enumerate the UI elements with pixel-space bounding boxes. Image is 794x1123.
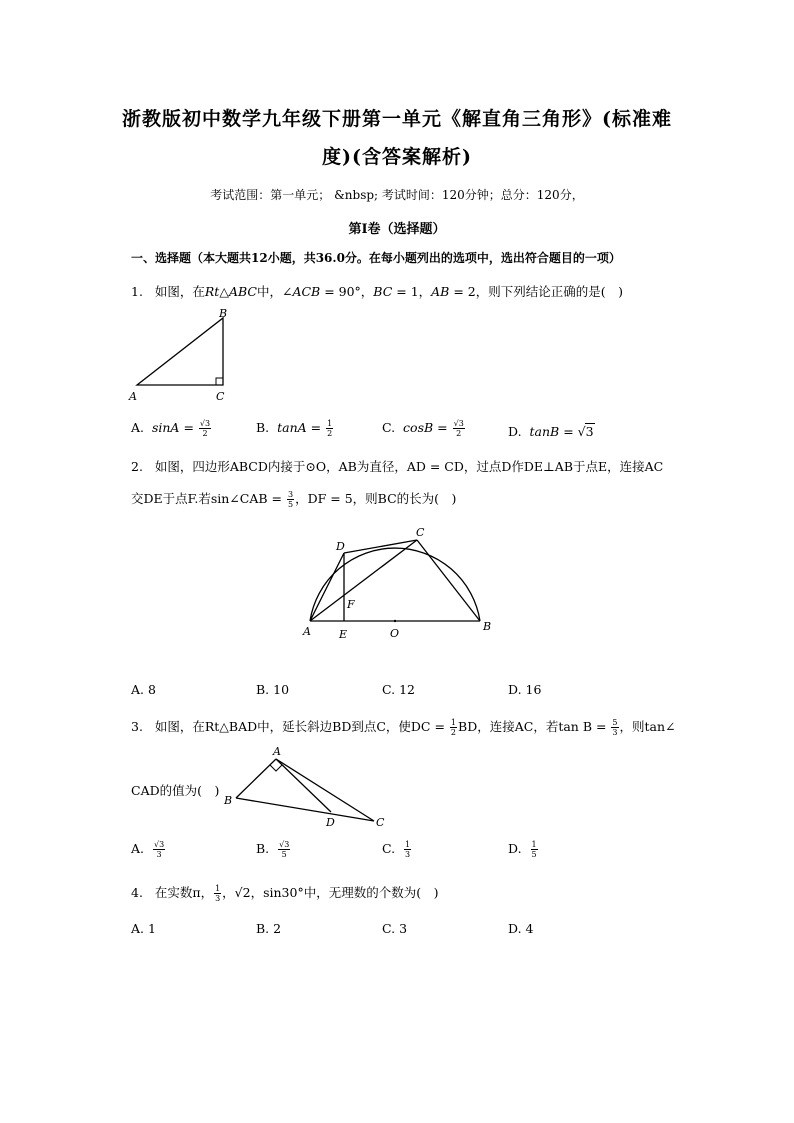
q1-text-mid: 中，∠ bbox=[256, 284, 293, 299]
q2-option-d[interactable]: D. 16 bbox=[508, 682, 542, 697]
frac-num: 1 bbox=[531, 840, 537, 849]
q3-option-b[interactable] bbox=[256, 840, 291, 859]
frac-den: 5 bbox=[281, 850, 287, 859]
page-title-line-1: 浙教版初中数学九年级下册第一单元《解直角三角形》(标准难 bbox=[122, 108, 672, 130]
option-label: B. bbox=[256, 841, 270, 856]
q3-text-mid: BD，连接AC，若tan B = bbox=[458, 719, 611, 734]
option-eq: = bbox=[306, 420, 326, 435]
q3-option-c[interactable] bbox=[382, 840, 412, 859]
q4-option-a[interactable]: A. 1 bbox=[131, 921, 156, 936]
frac-num: √3 bbox=[153, 840, 165, 849]
option-label: D. bbox=[508, 424, 522, 439]
label-c: C bbox=[376, 816, 385, 829]
label-e: E bbox=[339, 628, 348, 641]
label-b: B bbox=[219, 307, 228, 320]
segment-ad bbox=[310, 553, 344, 621]
q1-ab: AB bbox=[431, 284, 450, 299]
frac-den: 5 bbox=[287, 500, 294, 509]
label-c: C bbox=[216, 390, 225, 403]
q1-option-c[interactable] bbox=[382, 419, 466, 438]
q3-option-a[interactable] bbox=[131, 840, 166, 859]
q1-eq3: = 2，则下列结论正确的是( ) bbox=[449, 284, 624, 299]
option-fn: cosB bbox=[403, 420, 434, 435]
frac-den: 2 bbox=[202, 429, 208, 438]
q4-option-c[interactable]: C. 3 bbox=[382, 921, 408, 936]
q2-text-post: ，DF = 5，则BC的长为( ) bbox=[295, 491, 457, 506]
segment-dc bbox=[344, 540, 417, 553]
q3-text-post: ，则tan∠ bbox=[619, 719, 676, 734]
label-b: B bbox=[483, 620, 492, 633]
segment-ab bbox=[236, 759, 276, 798]
frac-num: 3 bbox=[287, 490, 294, 499]
frac-den: 3 bbox=[612, 728, 618, 737]
semicircle bbox=[310, 548, 480, 621]
frac-den: 2 bbox=[327, 429, 333, 438]
right-angle-mark bbox=[270, 765, 282, 771]
q2-option-c[interactable]: C. 12 bbox=[382, 682, 415, 697]
segment-bc bbox=[236, 798, 374, 821]
question-4-stem bbox=[131, 883, 438, 903]
label-o: O bbox=[390, 627, 400, 640]
page-title-line-2: 度)(含答案解析) bbox=[322, 146, 472, 168]
fraction bbox=[199, 419, 211, 438]
q1-abc: ABC bbox=[228, 284, 257, 299]
fraction bbox=[450, 718, 457, 737]
fraction bbox=[278, 840, 290, 859]
question-1-stem bbox=[131, 282, 623, 300]
label-a: A bbox=[129, 390, 137, 403]
q1-eq1: = 90°， bbox=[320, 284, 374, 299]
q3-option-d[interactable] bbox=[508, 840, 539, 859]
frac-num: √3 bbox=[279, 840, 290, 849]
section-instruction: 一、选择题（本大题共12小题，共36.0分。在每小题列出的选项中，选出符合题目的一项） bbox=[131, 251, 621, 265]
option-eq: = bbox=[433, 420, 452, 435]
frac-den: 3 bbox=[156, 850, 162, 859]
segment-ac bbox=[310, 540, 417, 621]
option-label: C. bbox=[382, 841, 396, 856]
triangle-abc bbox=[137, 318, 223, 385]
fraction bbox=[214, 884, 221, 903]
radicand: 3 bbox=[585, 424, 594, 439]
frac-den: 2 bbox=[450, 728, 457, 737]
fraction bbox=[453, 419, 465, 438]
q1-text-pre: 如图，在 bbox=[154, 284, 205, 299]
label-a: A bbox=[303, 625, 311, 638]
question-2-stem-line-2 bbox=[131, 489, 456, 509]
q1-option-a[interactable] bbox=[131, 419, 212, 438]
q2-option-a[interactable]: A. 8 bbox=[131, 682, 156, 697]
question-2-figure bbox=[300, 520, 500, 645]
frac-den: 2 bbox=[456, 429, 462, 438]
exam-meta: 考试范围：第一单元； &nbsp; 考试时间：120分钟；总分：120分， bbox=[210, 188, 584, 202]
q4-option-b[interactable]: B. 2 bbox=[256, 921, 282, 936]
question-2-number: 2. bbox=[131, 459, 143, 474]
q1-option-d[interactable] bbox=[508, 423, 595, 439]
label-a: A bbox=[273, 745, 281, 758]
frac-den: 5 bbox=[531, 850, 537, 859]
option-label: A. bbox=[131, 841, 145, 856]
frac-num: 1 bbox=[327, 419, 333, 428]
label-d: D bbox=[326, 816, 335, 829]
section-heading: 第I卷（选择题） bbox=[348, 222, 446, 237]
segment-ac bbox=[276, 759, 374, 821]
frac-num: 1 bbox=[405, 840, 411, 849]
option-fn: tanB bbox=[529, 424, 560, 439]
frac-den: 3 bbox=[405, 850, 411, 859]
fraction bbox=[287, 490, 294, 509]
center-o bbox=[394, 620, 396, 622]
fraction bbox=[611, 718, 618, 737]
question-4-number: 4. bbox=[131, 885, 143, 900]
segment-cb bbox=[417, 540, 480, 621]
q1-option-b[interactable] bbox=[256, 419, 334, 438]
question-3-number: 3. bbox=[131, 719, 143, 734]
option-eq: = bbox=[179, 420, 198, 435]
question-2-stem-line-1 bbox=[131, 457, 663, 475]
q1-acb: ACB bbox=[292, 284, 321, 299]
frac-num: 5 bbox=[612, 718, 618, 727]
label-b: B bbox=[224, 794, 233, 807]
option-label: A. bbox=[131, 420, 145, 435]
option-fn: sinA bbox=[151, 420, 180, 435]
option-label: C. bbox=[382, 420, 396, 435]
fraction bbox=[404, 840, 411, 859]
frac-num: √3 bbox=[199, 419, 211, 428]
q4-option-d[interactable]: D. 4 bbox=[508, 921, 534, 936]
q4-text-mid: ，√2，sin30°中，无理数的个数为( ) bbox=[222, 885, 439, 900]
q1-bc: BC bbox=[373, 284, 393, 299]
q2-text-pre: 交DE于点F.若sin∠CAB = bbox=[131, 491, 286, 506]
q2-text-line-1: 如图，四边形ABCD内接于⊙O，AB为直径，AD = CD，过点D作DE⊥AB于点E，连接AC bbox=[154, 459, 664, 474]
question-1-number: 1. bbox=[131, 284, 143, 299]
question-1-figure bbox=[125, 305, 245, 405]
option-fn: tanA bbox=[277, 420, 307, 435]
q3-text-pre: 如图，在Rt△BAD中，延长斜边BD到点C，使DC = bbox=[154, 719, 449, 734]
option-label: D. bbox=[508, 841, 522, 856]
question-3-figure bbox=[222, 742, 397, 832]
question-3-stem-line-1 bbox=[131, 717, 676, 737]
q4-text-pre: 在实数π， bbox=[154, 885, 214, 900]
label-d: D bbox=[336, 540, 345, 553]
q1-rt: Rt bbox=[204, 284, 220, 299]
q1-triangle-symbol: △ bbox=[219, 284, 229, 299]
question-3-stem-line-2: CAD的值为( ) bbox=[131, 783, 220, 798]
frac-den: 3 bbox=[215, 894, 221, 903]
label-f: F bbox=[347, 598, 355, 611]
option-label: B. bbox=[256, 420, 270, 435]
fraction bbox=[153, 840, 165, 859]
option-eq: = √ bbox=[559, 424, 586, 439]
frac-num: 1 bbox=[450, 718, 457, 727]
label-c: C bbox=[416, 526, 425, 539]
fraction bbox=[531, 840, 538, 859]
q2-option-b[interactable]: B. 10 bbox=[256, 682, 290, 697]
frac-num: √3 bbox=[453, 419, 464, 428]
frac-num: 1 bbox=[215, 884, 221, 893]
q1-eq2: = 1， bbox=[392, 284, 432, 299]
fraction bbox=[326, 419, 333, 438]
right-angle-mark bbox=[216, 378, 223, 385]
segment-ad bbox=[276, 759, 331, 812]
